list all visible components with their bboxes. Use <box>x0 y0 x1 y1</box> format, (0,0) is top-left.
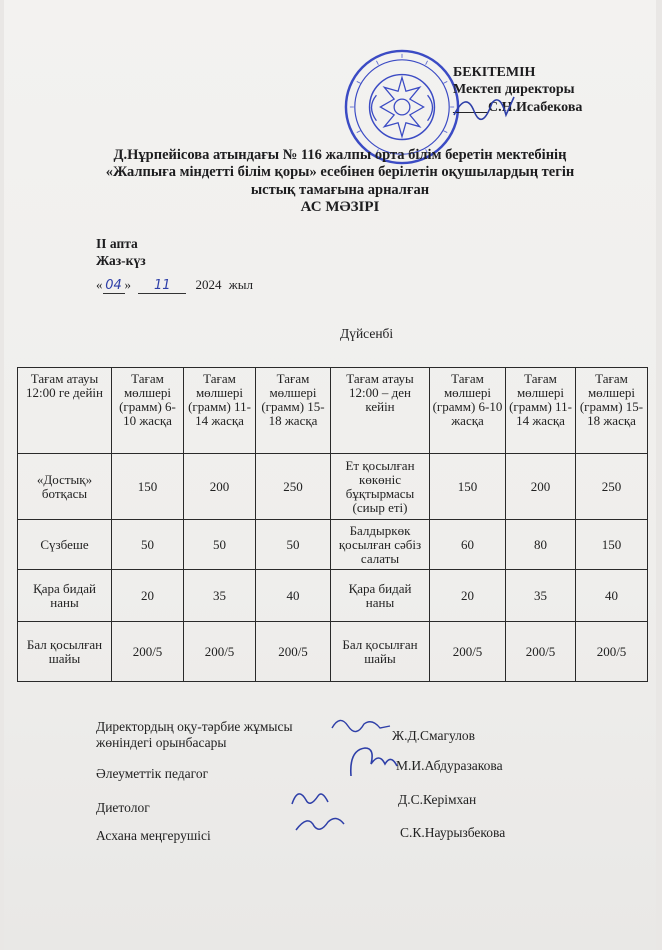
table-header: Тағам мөлшері (грамм) 11-14 жасқа <box>506 368 576 454</box>
table-header-row <box>18 368 648 454</box>
date-year: 2024 <box>195 277 222 292</box>
season-label: Жаз-күз <box>96 253 146 268</box>
signature-icon <box>330 710 394 738</box>
table-row <box>18 520 648 570</box>
table-cell: 20 <box>112 570 184 622</box>
table-cell: 200 <box>184 454 256 520</box>
approval-signature-name: _____С.Н.Исабекова <box>453 100 583 115</box>
table-cell: Қара бидай наны <box>331 570 430 622</box>
table-row <box>18 622 648 682</box>
table-row <box>18 454 648 520</box>
table-cell: 35 <box>506 570 576 622</box>
title-menu: АС МӘЗІРІ <box>300 199 380 215</box>
table-header: Тағам мөлшері (грамм) 6-10 жасқа <box>112 368 184 454</box>
table-cell: 200/5 <box>576 622 648 682</box>
approval-position: Мектеп директоры <box>453 82 575 97</box>
signatory-name-1: Ж.Д.Смагулов <box>392 728 476 743</box>
table-cell: 150 <box>430 454 506 520</box>
table-cell: «Достық» ботқасы <box>18 454 112 520</box>
table-cell: 250 <box>256 454 331 520</box>
signatory-role-3: Диетолог <box>96 800 150 815</box>
table-cell: 200/5 <box>430 622 506 682</box>
date-line <box>96 277 253 294</box>
table-cell: Бал қосылған шайы <box>331 622 430 682</box>
table-cell: 35 <box>184 570 256 622</box>
table-cell: Қара бидай наны <box>18 570 112 622</box>
table-cell: 80 <box>506 520 576 570</box>
table-row <box>18 570 648 622</box>
table-header: Тағам атауы 12:00 ге дейін <box>18 368 112 454</box>
table-header: Тағам мөлшері (грамм) 15-18 жасқа <box>256 368 331 454</box>
day-name: Дүйсенбі <box>340 326 394 341</box>
table-cell: 250 <box>576 454 648 520</box>
approval-heading: БЕКІТЕМІН <box>453 65 536 80</box>
date-open-quote: « <box>96 277 103 292</box>
table-cell: 200/5 <box>256 622 331 682</box>
title-line-1: Д.Нұрпейісова атындағы № 116 жалпы орта білім беретін мектебінің <box>113 147 567 163</box>
signatory-role-1: Директордың оқу-тәрбие жұмысы жөніндегі орынбасары <box>96 719 293 750</box>
table-cell: Ет қосылған көкөніс бұқтырмасы (сиыр еті) <box>331 454 430 520</box>
title-line-2: «Жалпыға міндетті білім қоры» есебінен берілетін оқушылардың тегін <box>105 164 575 180</box>
table-cell: Бал қосылған шайы <box>18 622 112 682</box>
table-cell: 40 <box>256 570 331 622</box>
table-cell: 200/5 <box>184 622 256 682</box>
table-cell: 50 <box>184 520 256 570</box>
signature-icon <box>284 784 354 838</box>
table-cell: 20 <box>430 570 506 622</box>
table-cell: 60 <box>430 520 506 570</box>
table-cell: 150 <box>576 520 648 570</box>
signature-icon <box>345 742 403 782</box>
table-cell: 200/5 <box>112 622 184 682</box>
date-month: 11 <box>138 278 186 294</box>
date-suffix: жыл <box>228 277 253 292</box>
signatory-name-4: С.К.Наурызбекова <box>400 825 506 840</box>
menu-table <box>17 367 648 682</box>
table-cell: Балдыркөк қосылған сәбіз салаты <box>331 520 430 570</box>
signatory-role-4: Асхана меңгерушісі <box>96 828 211 843</box>
table-cell: 200/5 <box>506 622 576 682</box>
signatory-name-3: Д.С.Керімхан <box>398 792 477 807</box>
table-header: Тағам мөлшері (грамм) 6-10 жасқа <box>430 368 506 454</box>
table-cell: 150 <box>112 454 184 520</box>
table-cell: 40 <box>576 570 648 622</box>
table-cell: 50 <box>256 520 331 570</box>
table-header: Тағам мөлшері (грамм) 11-14 жасқа <box>184 368 256 454</box>
week-label: II апта <box>96 236 138 251</box>
table-cell: Сүзбеше <box>18 520 112 570</box>
table-header: Тағам мөлшері (грамм) 15-18 жасқа <box>576 368 648 454</box>
table-cell: 50 <box>112 520 184 570</box>
title-line-3: ыстық тамағына арналған <box>250 182 430 198</box>
director-signature-icon <box>450 85 520 125</box>
date-close-quote: » <box>124 277 131 292</box>
date-day: 04 <box>103 278 125 294</box>
table-cell: 200 <box>506 454 576 520</box>
signatory-role-2: Әлеуметтік педагог <box>96 766 209 781</box>
signatory-name-2: М.И.Абдуразакова <box>396 758 503 773</box>
table-header: Тағам атауы 12:00 – ден кейін <box>331 368 430 454</box>
